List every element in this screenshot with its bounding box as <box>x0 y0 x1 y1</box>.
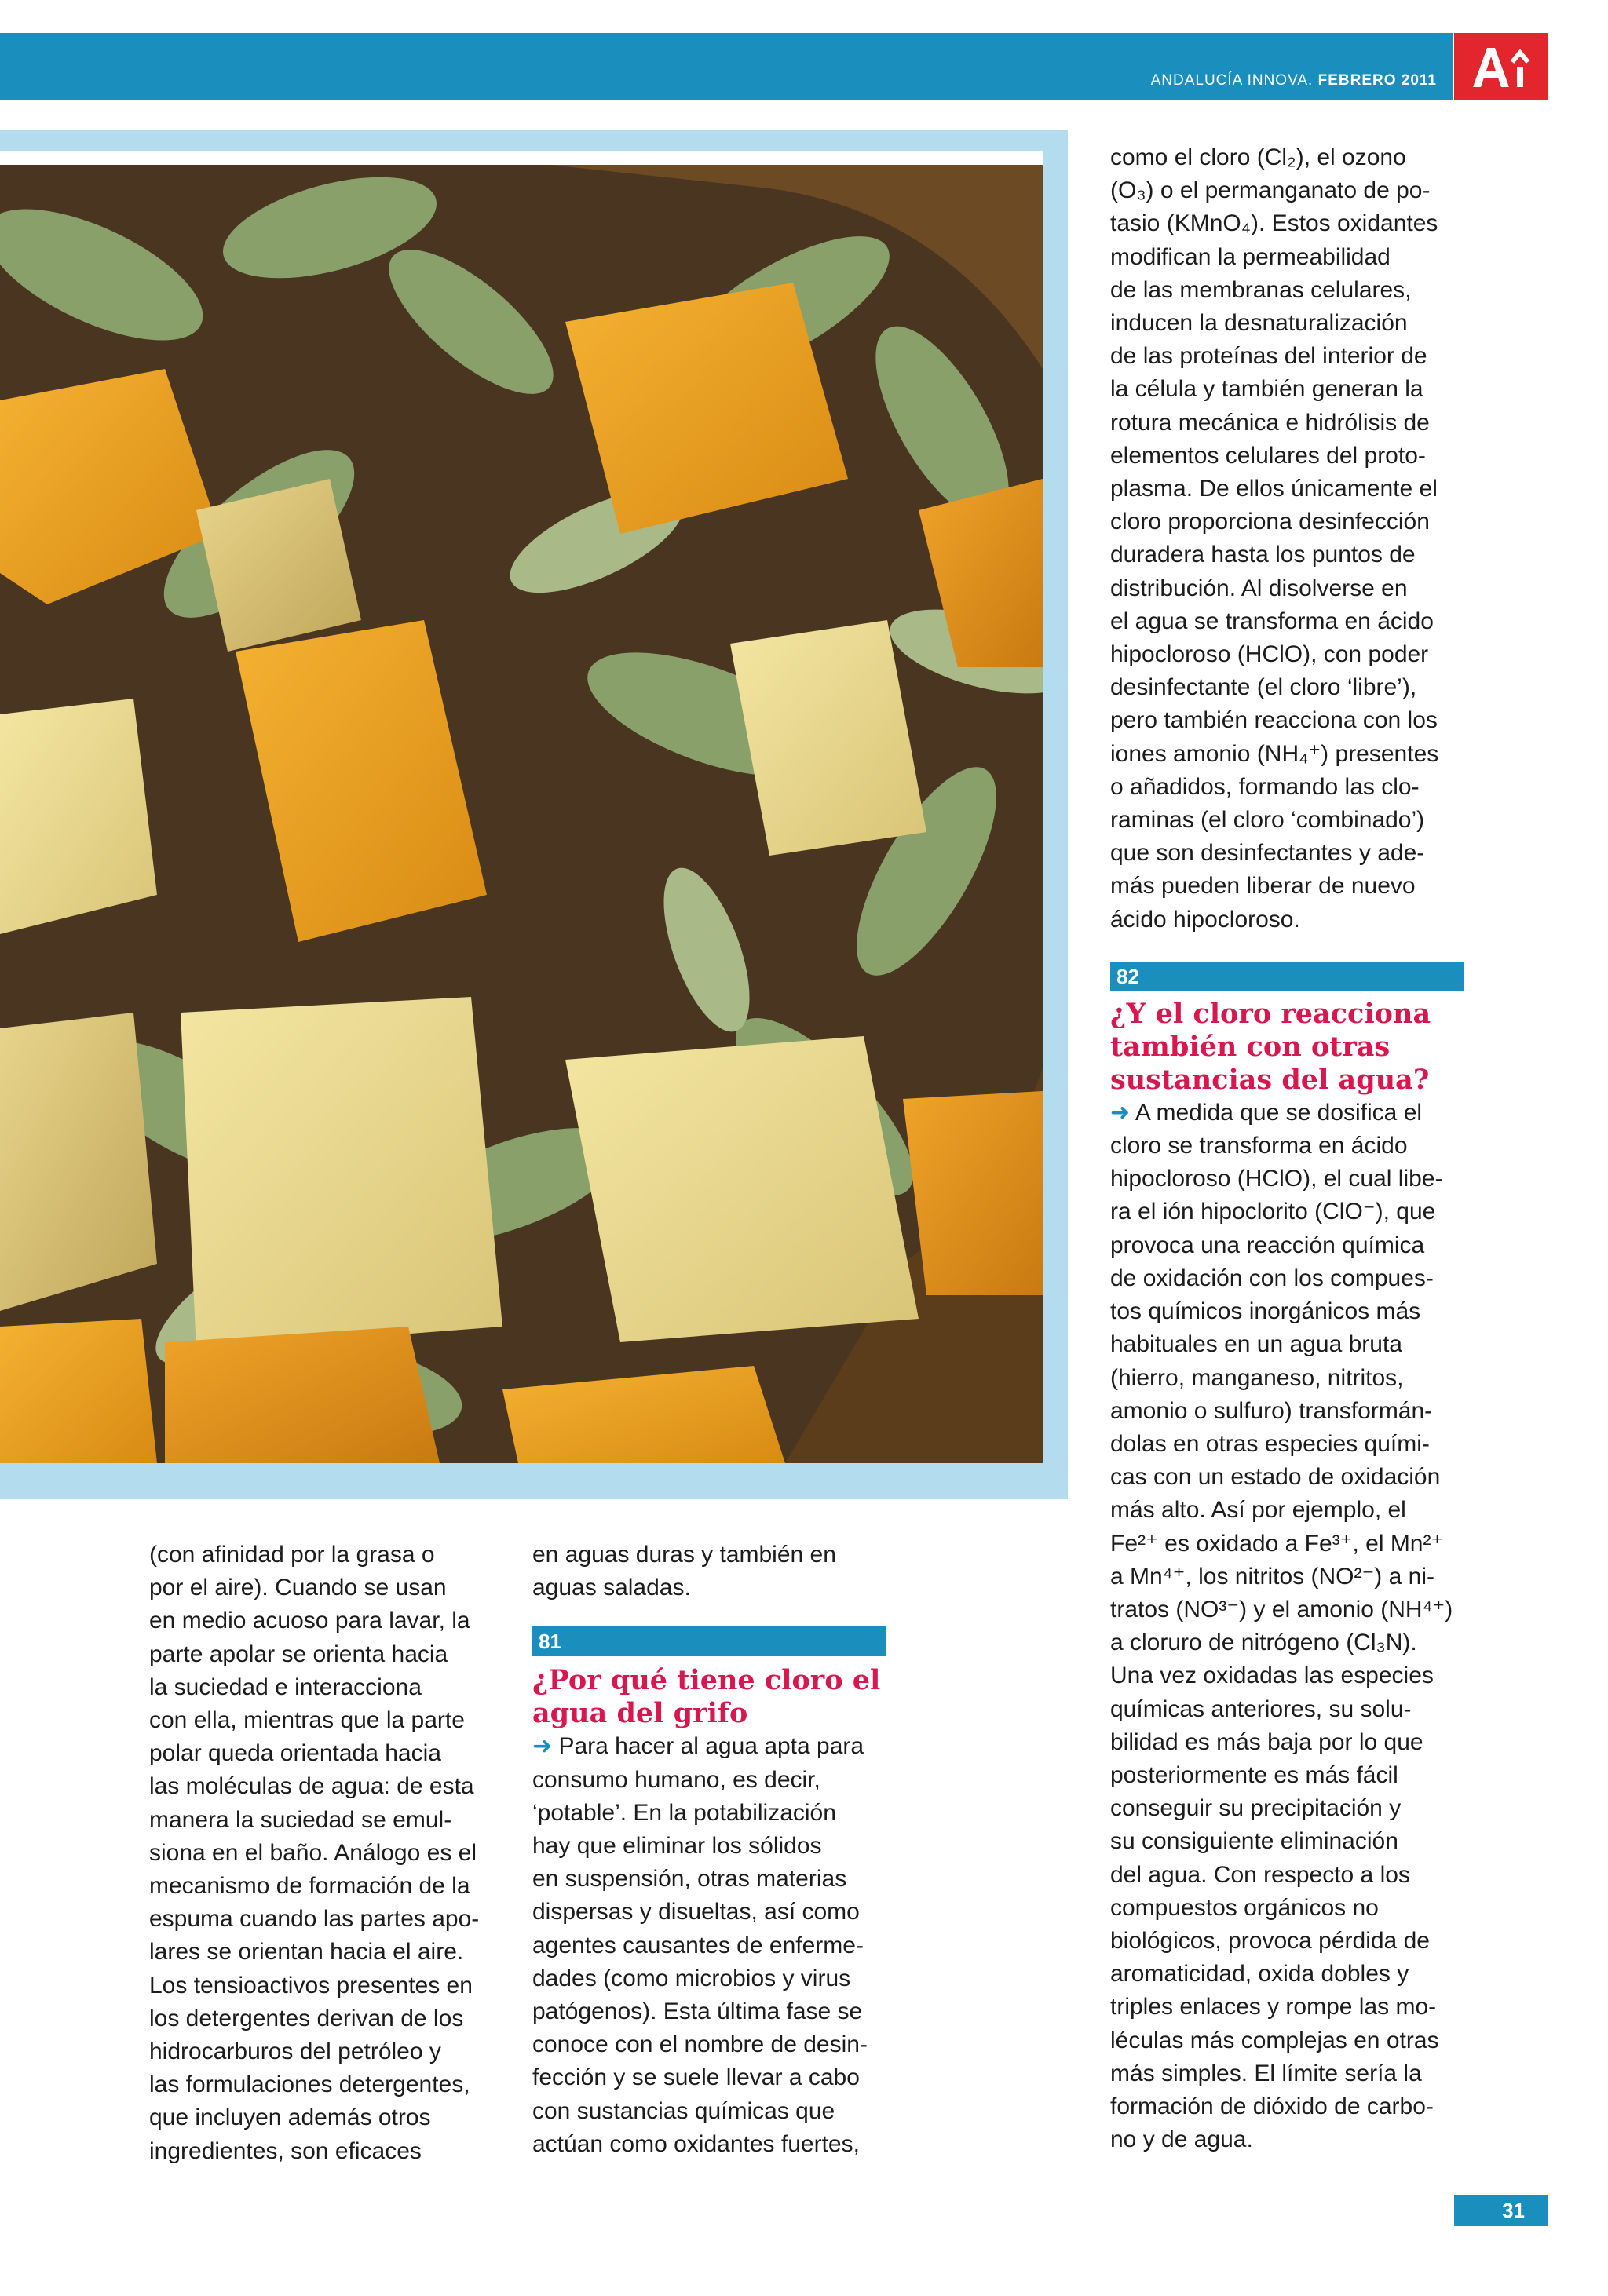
magazine-logo <box>1454 33 1548 100</box>
column-2 <box>532 1539 886 2161</box>
question-82-title: ¿Y el cloro reacciona también con otras sustancias del agua? <box>1110 997 1431 1096</box>
question-82-body: A medida que se dosifica el cloro se transforma en ácido hipocloroso (HClO), el cual libe- ra el ión hipoclorito (ClO⁻), que provoca una reacción química de oxidación con los compues- tos químicos inorgánicos más habituales en un agua bruta (hierro, manganeso, nitritos, amonio o sulfuro) transformán- dolas en otras especies quími- cas con un estado de oxidación más alto. Así por ejemplo, el Fe²⁺ es oxidado a Fe³⁺, el Mn²⁺ a Mn⁴⁺, los nitritos (NO²⁻) a ni- tratos (NO³⁻) y el amonio (NH⁴⁺) a cloruro de nitrógeno (Cl₃N). Una vez oxidadas las especies químicas anteriores, su solu- bilidad es más baja por lo que posteriormente es más fácil conseguir su precipitación y su consiguiente eliminación del agua. Con respecto a los compuestos orgánicos no biológicos, provoca pérdida de aromaticidad, oxida dobles y triples enlaces y rompe las mo- léculas más complejas en otras más simples. El límite sería la formación de dióxido de carbo- no y de agua. <box>1110 1099 1453 2153</box>
column-1 <box>149 1539 495 2168</box>
issue-date: FEBRERO 2011 <box>1317 72 1437 89</box>
question-81-answer <box>532 1730 886 2161</box>
publication-name: ANDALUCÍA INNOVA. <box>1150 72 1314 89</box>
question-81-number: 81 <box>532 1626 886 1656</box>
column-1-text: (con afinidad por la grasa o por el aire). Cuando se usan en medio acuoso para lavar, la parte apolar se orienta hacia la suciedad e interacciona con ella, mientras que la parte polar queda orientada hacia las moléculas de agua: de esta manera la suciedad se emul- siona en el baño. Análogo es el mecanismo de formación de la espuma cuando las partes apo- lares se orientan hacia el aire. Los tensioactivos presentes en los detergentes derivan de los hidrocarburos del petróleo y las formulaciones detergentes, que incluyen además otros ingredientes, son eficaces <box>149 1542 480 2164</box>
page-number: 31 <box>1502 2199 1525 2222</box>
page-number-box <box>1454 2195 1548 2226</box>
soap-bars-image <box>0 165 1043 1463</box>
soap-photo <box>0 165 1043 1463</box>
column-2-intro: en aguas duras y también en aguas saladas. <box>532 1542 836 1601</box>
question-82-answer <box>1110 1097 1464 2157</box>
column-3-intro: como el cloro (Cl₂), el ozono (O₃) o el permanganato de po- tasio (KMnO₄). Estos oxidantes modifican la permeabilidad de las membranas celulares, inducen la desnaturalización de las proteínas del interior de la célula y también generan la rotura mecánica e hidrólisis de elementos celulares del proto- plasma. De ellos únicamente el cloro proporciona desinfección duradera hasta los puntos de distribución. Al disolverse en el agua se transforma en ácido hipocloroso (HClO), con poder desinfectante (el cloro ‘libre’), pero también reacciona con los iones amonio (NH₄⁺) presentes o añadidos, formando las clo- raminas (el cloro ‘combinado’) que son desinfectantes y ade- más pueden liberar de nuevo ácido hipocloroso. <box>1110 144 1439 933</box>
question-82-number: 82 <box>1110 962 1464 991</box>
header-bar <box>0 33 1453 100</box>
arrow-icon: ➜ <box>532 1733 553 1760</box>
arrow-icon: ➜ <box>1110 1099 1131 1126</box>
question-81-body: Para hacer al agua apta para consumo humano, es decir, ‘potable’. En la potabilización hay que eliminar los sólidos en suspensión, otras materias dispersas y disueltas, así como agentes causantes de enferme- dades (como microbios y virus patógenos). Esta última fase se conoce con el nombre de desin- fección y se suele llevar a cabo con sustancias químicas que actúan como oxidantes fuertes, <box>532 1733 868 2157</box>
question-81-title: ¿Por qué tiene cloro el agua del grifo <box>532 1664 881 1730</box>
running-header <box>1131 72 1437 89</box>
logo-a-icon <box>1470 43 1533 90</box>
column-3 <box>1110 141 1464 2156</box>
